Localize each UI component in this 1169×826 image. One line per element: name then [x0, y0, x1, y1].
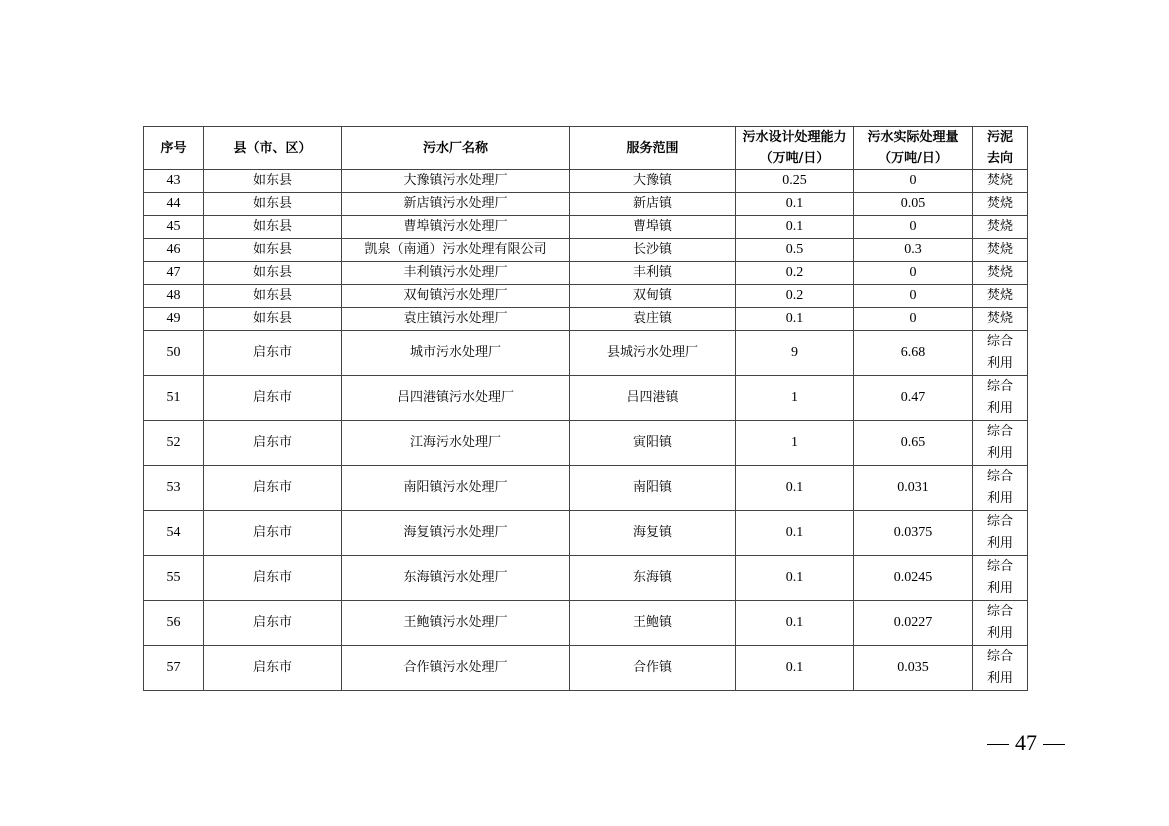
cell-sludge-destination: 综合利用	[973, 421, 1028, 466]
cell-actual-volume: 0	[854, 262, 973, 285]
page-number	[980, 728, 1072, 758]
cell-plant-name: 东海镇污水处理厂	[342, 556, 570, 601]
cell-design-capacity: 0.1	[736, 646, 854, 691]
cell-plant-name: 丰利镇污水处理厂	[342, 262, 570, 285]
header-design-capacity: 污水设计处理能力（万吨/日）	[736, 127, 854, 170]
sewage-plant-table	[143, 126, 1028, 691]
cell-sludge-destination: 焚烧	[973, 216, 1028, 239]
cell-county: 启东市	[204, 511, 342, 556]
cell-county: 如东县	[204, 308, 342, 331]
cell-design-capacity: 0.1	[736, 216, 854, 239]
table-row	[144, 193, 1028, 216]
cell-sludge-destination: 综合利用	[973, 556, 1028, 601]
cell-sludge-destination: 焚烧	[973, 239, 1028, 262]
cell-plant-name: 袁庄镇污水处理厂	[342, 308, 570, 331]
cell-actual-volume: 0.031	[854, 466, 973, 511]
header-seq: 序号	[144, 127, 204, 170]
cell-service-area: 县城污水处理厂	[570, 331, 736, 376]
cell-design-capacity: 0.1	[736, 308, 854, 331]
cell-actual-volume: 6.68	[854, 331, 973, 376]
cell-seq: 44	[144, 193, 204, 216]
cell-design-capacity: 0.1	[736, 466, 854, 511]
cell-actual-volume: 0.47	[854, 376, 973, 421]
cell-design-capacity: 1	[736, 421, 854, 466]
cell-plant-name: 南阳镇污水处理厂	[342, 466, 570, 511]
table-row	[144, 308, 1028, 331]
cell-county: 启东市	[204, 646, 342, 691]
cell-service-area: 海复镇	[570, 511, 736, 556]
cell-design-capacity: 0.1	[736, 511, 854, 556]
table-body	[144, 170, 1028, 691]
cell-plant-name: 双甸镇污水处理厂	[342, 285, 570, 308]
cell-design-capacity: 0.25	[736, 170, 854, 193]
sewage-plant-table-section	[143, 126, 1027, 691]
cell-seq: 57	[144, 646, 204, 691]
cell-actual-volume: 0.035	[854, 646, 973, 691]
cell-actual-volume: 0.3	[854, 239, 973, 262]
cell-plant-name: 海复镇污水处理厂	[342, 511, 570, 556]
cell-sludge-destination: 综合利用	[973, 511, 1028, 556]
cell-county: 启东市	[204, 331, 342, 376]
cell-design-capacity: 0.2	[736, 262, 854, 285]
cell-county: 如东县	[204, 239, 342, 262]
header-actual-volume: 污水实际处理量（万吨/日）	[854, 127, 973, 170]
cell-county: 启东市	[204, 376, 342, 421]
cell-service-area: 寅阳镇	[570, 421, 736, 466]
header-plant-name: 污水厂名称	[342, 127, 570, 170]
dash-right	[1043, 744, 1065, 745]
cell-plant-name: 王鲍镇污水处理厂	[342, 601, 570, 646]
cell-service-area: 合作镇	[570, 646, 736, 691]
table-row	[144, 556, 1028, 601]
cell-seq: 43	[144, 170, 204, 193]
cell-plant-name: 新店镇污水处理厂	[342, 193, 570, 216]
cell-design-capacity: 0.5	[736, 239, 854, 262]
cell-actual-volume: 0.0227	[854, 601, 973, 646]
cell-actual-volume: 0.05	[854, 193, 973, 216]
header-service-area: 服务范围	[570, 127, 736, 170]
cell-actual-volume: 0.0245	[854, 556, 973, 601]
cell-actual-volume: 0	[854, 285, 973, 308]
cell-seq: 52	[144, 421, 204, 466]
cell-sludge-destination: 焚烧	[973, 285, 1028, 308]
cell-plant-name: 城市污水处理厂	[342, 331, 570, 376]
dash-left	[987, 744, 1009, 745]
cell-seq: 46	[144, 239, 204, 262]
table-row	[144, 601, 1028, 646]
cell-service-area: 曹埠镇	[570, 216, 736, 239]
cell-service-area: 王鲍镇	[570, 601, 736, 646]
cell-service-area: 丰利镇	[570, 262, 736, 285]
cell-service-area: 长沙镇	[570, 239, 736, 262]
cell-county: 如东县	[204, 216, 342, 239]
cell-service-area: 东海镇	[570, 556, 736, 601]
cell-service-area: 吕四港镇	[570, 376, 736, 421]
cell-sludge-destination: 焚烧	[973, 193, 1028, 216]
cell-design-capacity: 9	[736, 331, 854, 376]
header-sludge-destination: 污泥去向	[973, 127, 1028, 170]
header-county: 县（市、区）	[204, 127, 342, 170]
table-row	[144, 262, 1028, 285]
cell-service-area: 袁庄镇	[570, 308, 736, 331]
cell-seq: 48	[144, 285, 204, 308]
cell-seq: 47	[144, 262, 204, 285]
cell-plant-name: 大豫镇污水处理厂	[342, 170, 570, 193]
cell-county: 启东市	[204, 421, 342, 466]
cell-seq: 50	[144, 331, 204, 376]
cell-service-area: 大豫镇	[570, 170, 736, 193]
cell-actual-volume: 0.0375	[854, 511, 973, 556]
cell-design-capacity: 0.1	[736, 556, 854, 601]
cell-seq: 45	[144, 216, 204, 239]
cell-seq: 53	[144, 466, 204, 511]
cell-seq: 49	[144, 308, 204, 331]
cell-design-capacity: 1	[736, 376, 854, 421]
cell-county: 启东市	[204, 601, 342, 646]
cell-county: 启东市	[204, 556, 342, 601]
cell-seq: 51	[144, 376, 204, 421]
cell-sludge-destination: 焚烧	[973, 170, 1028, 193]
cell-sludge-destination: 综合利用	[973, 646, 1028, 691]
table-header-row	[144, 127, 1028, 170]
cell-design-capacity: 0.1	[736, 601, 854, 646]
cell-seq: 56	[144, 601, 204, 646]
table-row	[144, 331, 1028, 376]
cell-plant-name: 合作镇污水处理厂	[342, 646, 570, 691]
cell-actual-volume: 0	[854, 170, 973, 193]
table-row	[144, 421, 1028, 466]
cell-actual-volume: 0	[854, 308, 973, 331]
cell-actual-volume: 0.65	[854, 421, 973, 466]
page-number-text: 47	[1015, 730, 1037, 755]
table-row	[144, 170, 1028, 193]
cell-county: 如东县	[204, 262, 342, 285]
cell-county: 如东县	[204, 193, 342, 216]
cell-sludge-destination: 综合利用	[973, 331, 1028, 376]
table-row	[144, 239, 1028, 262]
table-row	[144, 285, 1028, 308]
cell-sludge-destination: 焚烧	[973, 262, 1028, 285]
cell-service-area: 南阳镇	[570, 466, 736, 511]
cell-seq: 54	[144, 511, 204, 556]
table-row	[144, 376, 1028, 421]
cell-sludge-destination: 综合利用	[973, 376, 1028, 421]
cell-service-area: 新店镇	[570, 193, 736, 216]
cell-plant-name: 吕四港镇污水处理厂	[342, 376, 570, 421]
cell-county: 启东市	[204, 466, 342, 511]
table-row	[144, 511, 1028, 556]
cell-design-capacity: 0.2	[736, 285, 854, 308]
cell-county: 如东县	[204, 170, 342, 193]
cell-plant-name: 江海污水处理厂	[342, 421, 570, 466]
cell-design-capacity: 0.1	[736, 193, 854, 216]
cell-sludge-destination: 焚烧	[973, 308, 1028, 331]
cell-seq: 55	[144, 556, 204, 601]
table-row	[144, 646, 1028, 691]
table-row	[144, 216, 1028, 239]
cell-sludge-destination: 综合利用	[973, 466, 1028, 511]
cell-sludge-destination: 综合利用	[973, 601, 1028, 646]
cell-county: 如东县	[204, 285, 342, 308]
cell-plant-name: 凯泉（南通）污水处理有限公司	[342, 239, 570, 262]
cell-actual-volume: 0	[854, 216, 973, 239]
cell-plant-name: 曹埠镇污水处理厂	[342, 216, 570, 239]
table-row	[144, 466, 1028, 511]
cell-service-area: 双甸镇	[570, 285, 736, 308]
